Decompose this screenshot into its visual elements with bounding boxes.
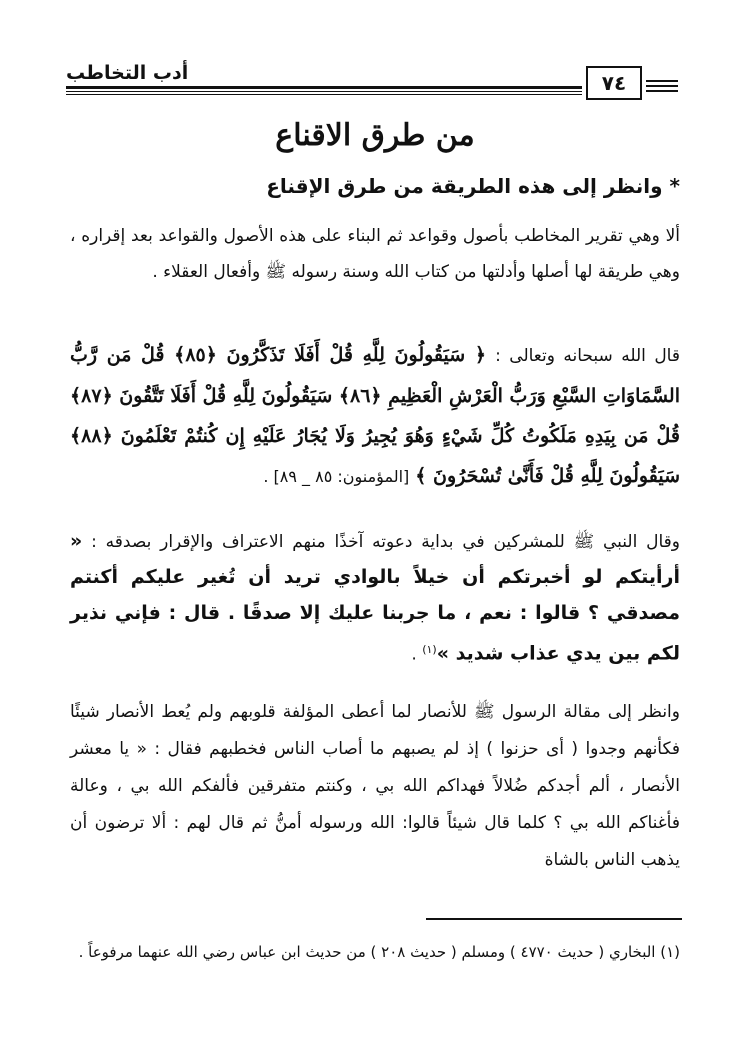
footnote: (١) البخاري ( حديث ٤٧٧٠ ) ومسلم ( حديث ٢٠٨ ) من حديث ابن عباس رضي الله عنهما مرفوعاً . [78,943,680,961]
paragraph-ansar: وانظر إلى مقالة الرسول ﷺ للأنصار لما أعطى المؤلفة قلوبهم ولم يُعط الأنصار شيئًا فكأنهم وجدوا ( أى حزنوا ) إذ لم يصبهم ما أصاب الناس فخطبهم فقال : « يا معشر الأنصار ، ألم أجدكم ضُلالاً فهداكم الله بي ، وكنتم متفرقين فألفكم الله بي ، وعالة فأغناكم الله بي ؟ كلما قال شيئاً قالوا: الله ورسوله أمنُّ ثم قال لهم : ألا ترضون أن يذهب الناس بالشاة [70,702,680,870]
section-title: من طرق الاقناع [275,118,475,153]
page-header [66,58,678,104]
quran-verses-block [70,335,680,497]
paragraph-intro: ألا وهي تقرير المخاطب بأصول وقواعد ثم البناء على هذه الأصول والقواعد بعد إقراره ، وهي طريقة لها أصلها وأدلتها من كتاب الله وسنة رسوله ﷺ وأفعال العقلاء . [70,226,680,282]
header-rule [66,86,582,89]
header-rule [66,91,582,92]
footnote-rule [426,918,682,920]
verses-intro: قال الله سبحانه وتعالى : [495,346,680,366]
verse-reference: [المؤمنون: ٨٥ _ ٨٩] . [263,467,410,486]
paragraph-hadith [70,524,680,673]
paragraph-end: . [411,644,423,665]
footnote-marker: (١) [422,643,437,656]
page-number: ٧٤ [586,66,642,100]
header-ornament-lines [646,80,678,95]
hadith-text: « أرأيتكم لو أخبرتكم أن خيلاً بالوادي تريد أن تُغير عليكم أكنتم مصدقي ؟ قالوا : نعم ، ما جربنا عليك إلا صدقًا . قال : فإني نذير لكم بين يدي عذاب شديد » [70,530,680,665]
running-title: أدب التخاطب [66,62,189,84]
quran-verses: ﴿ سَيَقُولُونَ لِلَّهِ قُلْ أَفَلَا تَذَكَّرُونَ ﴿٨٥﴾ قُلْ مَن رَّبُّ السَّمَاوَاتِ السَّبْعِ وَرَبُّ الْعَرْشِ الْعَظِيمِ ﴿٨٦﴾ سَيَقُولُونَ لِلَّهِ قُلْ أَفَلَا تَتَّقُونَ ﴿٨٧﴾ قُلْ مَن بِيَدِهِ مَلَكُوتُ كُلِّ شَيْءٍ وَهُوَ يُجِيرُ وَلَا يُجَارُ عَلَيْهِ إِن كُنتُمْ تَعْلَمُونَ ﴿٨٨﴾ سَيَقُولُونَ لِلَّهِ قُلْ فَأَنَّىٰ تُسْحَرُونَ ﴾ [70,344,680,487]
header-rule [66,94,582,95]
hadith-lead: وقال النبي ﷺ للمشركين في بداية دعوته آخذًا منهم الاعتراف والإقرار بصدقه : [91,532,681,552]
subheading: * وانظر إلى هذه الطريقة من طرق الإقناع [266,174,680,198]
